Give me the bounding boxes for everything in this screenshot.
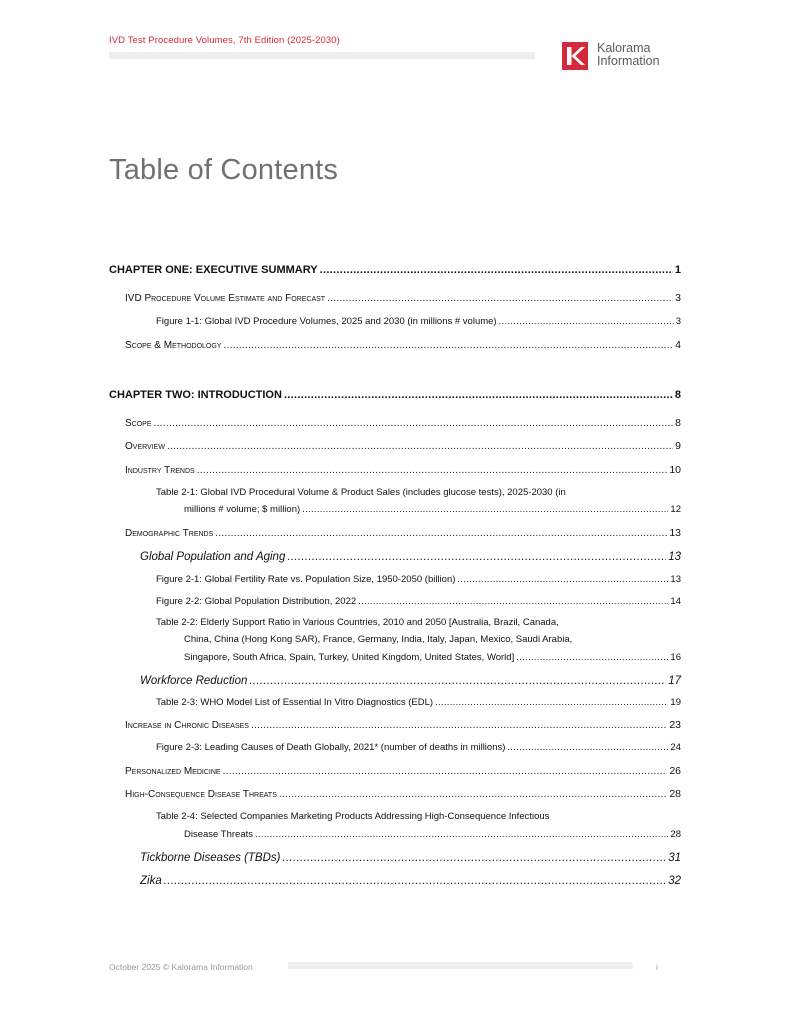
toc-entry-demographic-trends[interactable] [125,527,681,540]
toc-entry-overview[interactable] [125,440,681,453]
logo-line-1: Kalorama [597,41,651,55]
toc-entry-page: 9 [675,440,681,452]
toc-entry-page: 26 [669,765,681,777]
toc-entry-label: Figure 1-1: Global IVD Procedure Volumes, 2025 and 2030 (in millions # volume) [156,316,497,327]
toc-entry-page: 13 [669,527,681,539]
toc-entry-line [184,504,681,516]
toc-entry-label: High-Consequence Disease Threats [125,788,277,800]
toc-entry-personalized-medicine[interactable] [125,765,681,778]
toc-entry-label: Industry Trends [125,464,195,476]
toc-entry-label: CHAPTER TWO: INTRODUCTION [109,389,282,401]
toc-entry-figure-2-2[interactable] [156,596,681,608]
toc-entry-industry-trends[interactable] [125,464,681,477]
toc-entry-line [156,487,681,499]
toc-entry-label: Table 2-1: Global IVD Procedural Volume & Product Sales (includes glucose tests), 2025-2030 (in [156,487,566,498]
toc-entry-chapter-one[interactable] [109,264,681,278]
toc-entry-label: Table 2-2: Elderly Support Ratio in Various Countries, 2010 and 2050 [Australia, Brazil, Canada, [156,617,559,628]
toc-entry-volume-estimate[interactable] [125,292,681,305]
toc-entry-page: 32 [668,875,681,887]
toc-entry-page: 12 [670,504,681,515]
toc-entry-label: Tickborne Diseases (TBDs) [140,852,281,864]
toc-entry-table-2-3[interactable] [156,697,681,709]
toc-entry-chronic-diseases[interactable] [125,719,681,732]
toc-entry-label: Demographic Trends [125,527,214,539]
toc-entry-label: Personalized Medicine [125,765,221,777]
toc-entry-label: Scope [125,417,152,429]
toc-entry-page: 1 [674,264,681,276]
toc-entry-label: Overview [125,440,165,452]
toc-entry-page: 14 [670,596,681,607]
toc-entry-figure-2-3[interactable] [156,742,681,754]
toc-entry-label: CHAPTER ONE: EXECUTIVE SUMMARY [109,264,318,276]
toc-entry-page: 3 [675,292,681,304]
toc-entry-line [184,652,681,664]
toc-entry-page: 16 [670,652,681,663]
toc-entry-page: 8 [674,389,681,401]
toc-entry-scope-methodology[interactable] [125,339,681,352]
toc-entry-page: 3 [675,316,681,327]
toc-entry-line [156,811,681,823]
toc-entry-page: 13 [668,551,681,563]
toc-entry-workforce-reduction[interactable] [140,674,681,688]
toc-entry-line [184,829,681,841]
toc-entry-label: millions # volume; $ million) [184,504,301,515]
toc-entry-population-aging[interactable] [140,550,681,564]
toc-entry-label: Increase in Chronic Diseases [125,719,249,731]
toc-entry-scope[interactable] [125,417,681,430]
toc-entry-page: 19 [670,697,681,708]
toc-entry-label: Zika [140,875,162,887]
toc-entry-tickborne-diseases[interactable] [140,851,681,865]
footer-page-number: i [656,962,658,972]
toc-entry-label: Figure 2-2: Global Population Distribution, 2022 [156,596,357,607]
toc-entry-label: Scope & Methodology [125,339,222,351]
toc-entry-page: 13 [670,574,681,585]
toc-entry-line [156,617,681,629]
toc-entry-label: Figure 2-3: Leading Causes of Death Globally, 2021* (number of deaths in millions) [156,742,506,753]
toc-entry-page: 28 [669,788,681,800]
toc-entry-label: IVD Procedure Volume Estimate and Forecast [125,292,326,304]
toc-entry-page: 10 [669,464,681,476]
toc-entry-figure-1-1[interactable] [156,316,681,328]
toc-entry-label: Figure 2-1: Global Fertility Rate vs. Population Size, 1950-2050 (billion) [156,574,456,585]
footer-copyright: October 2025 © Kalorama Information [109,962,253,972]
toc-entry-page: 31 [668,852,681,864]
toc-entry-label: Singapore, South Africa, Spain, Turkey, United Kingdom, United States, World] [184,652,515,663]
toc-entry-label: Table 2-3: WHO Model List of Essential In Vitro Diagnostics (EDL) [156,697,434,708]
toc-entry-page: 24 [670,742,681,753]
toc-entry-page: 17 [668,675,681,687]
toc-entry-disease-threats[interactable] [125,788,681,801]
toc-entry-line [184,634,681,646]
toc-entry-label: China, China (Hong Kong SAR), France, Germany, India, Italy, Japan, Mexico, Saudi Arabia, [184,634,573,645]
logo-line-2: Information [597,54,660,68]
toc-entry-page: 4 [675,339,681,351]
toc-entry-label: Table 2-4: Selected Companies Marketing Products Addressing High-Consequence Infectious [156,811,550,822]
toc-entry-figure-2-1[interactable] [156,574,681,586]
toc-entry-page: 28 [670,829,681,840]
toc-entry-page: 8 [675,417,681,429]
toc-entry-label: Global Population and Aging [140,551,286,563]
toc-entry-label: Disease Threats [184,829,253,840]
toc-entry-page: 23 [669,719,681,731]
toc-entry-chapter-two[interactable] [109,389,681,403]
toc-entry-zika[interactable] [140,874,681,888]
toc-entry-label: Workforce Reduction [140,675,248,687]
page-title: Table of Contents [109,154,339,186]
footer-rule [288,962,633,969]
report-title: IVD Test Procedure Volumes, 7th Edition (2025-2030) [109,35,340,46]
